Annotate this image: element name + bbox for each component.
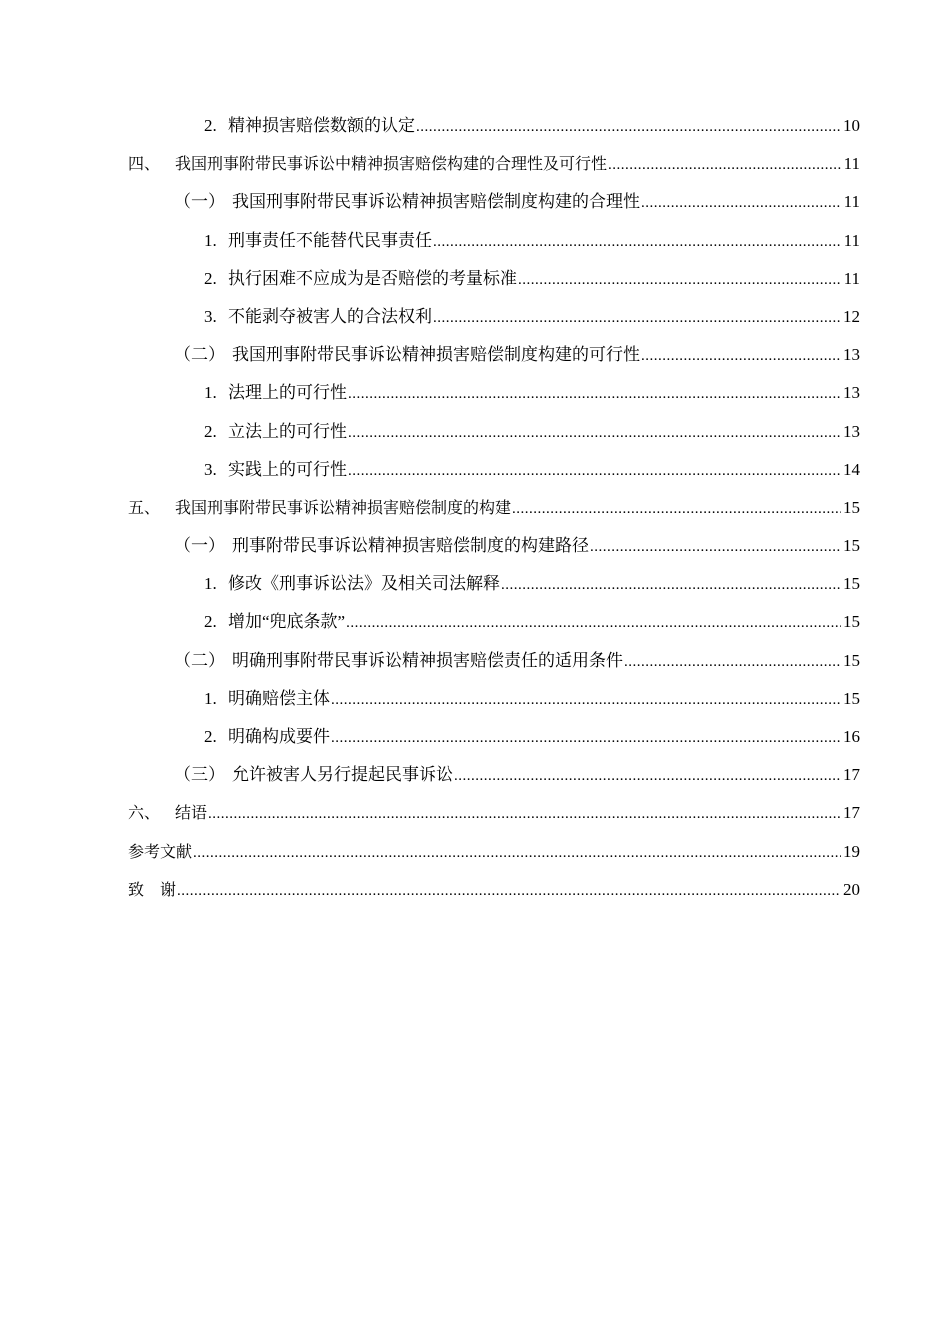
toc-page-number: 13 (843, 383, 860, 403)
toc-entry[interactable] (128, 572, 860, 610)
toc-entry[interactable] (128, 496, 860, 534)
toc-title: 我国刑事附带民事诉讼精神损害赔偿制度构建的合理性 (232, 192, 640, 212)
toc-number: 1. (204, 574, 217, 594)
toc-page-number: 17 (843, 803, 860, 823)
toc-entry[interactable] (128, 534, 860, 572)
toc-number: 2. (204, 421, 217, 441)
toc-number: 2. (204, 268, 217, 288)
toc-title: 增加“兜底条款” (228, 612, 346, 632)
toc-page-number: 13 (843, 345, 860, 365)
toc-page-number: 20 (843, 879, 860, 899)
toc-number: 3. (204, 306, 217, 326)
toc-title: 明确构成要件 (228, 727, 330, 746)
dot-leader (433, 306, 841, 330)
toc-number: 2. (204, 116, 217, 135)
toc-number: 2. (204, 612, 217, 632)
dot-leader (624, 650, 841, 674)
toc-entry[interactable] (128, 725, 860, 763)
toc-entry[interactable] (128, 420, 860, 458)
toc-number: （二） (174, 345, 225, 365)
toc-number: 四、 (128, 154, 161, 174)
toc-page-number: 14 (843, 459, 860, 479)
table-of-contents (128, 114, 860, 916)
toc-title: 明确赔偿主体 (228, 688, 330, 708)
dot-leader (331, 688, 841, 712)
toc-page-number: 10 (843, 116, 860, 135)
dot-leader (641, 344, 841, 368)
toc-entry[interactable] (128, 114, 860, 152)
toc-title: 法理上的可行性 (228, 383, 347, 403)
toc-number: 2. (204, 727, 217, 746)
dot-leader (193, 841, 841, 865)
toc-title: 允许被害人另行提起民事诉讼 (232, 765, 453, 785)
toc-title: 实践上的可行性 (228, 459, 347, 479)
toc-page-number: 11 (843, 192, 860, 212)
dot-leader (590, 535, 841, 559)
toc-page-number: 16 (843, 727, 860, 746)
toc-title: 精神损害赔偿数额的认定 (228, 116, 415, 135)
dot-leader (501, 573, 841, 597)
toc-entry[interactable] (128, 878, 860, 916)
dot-leader (348, 459, 841, 483)
toc-number: 1. (204, 383, 217, 403)
toc-number: 1. (204, 688, 217, 708)
toc-title: 不能剥夺被害人的合法权利 (228, 306, 432, 326)
toc-entry[interactable] (128, 305, 860, 343)
toc-entry[interactable] (128, 840, 860, 878)
toc-page-number: 13 (843, 421, 860, 441)
dot-leader (348, 421, 841, 445)
toc-page-number: 15 (843, 536, 860, 556)
toc-entry[interactable] (128, 229, 860, 267)
toc-title: 结语 (175, 803, 208, 823)
toc-title: 刑事责任不能替代民事责任 (228, 230, 432, 250)
toc-page-number: 11 (843, 154, 860, 174)
toc-title: 参考文献 (128, 841, 193, 861)
toc-page-number: 11 (843, 268, 860, 288)
toc-page-number: 11 (843, 230, 860, 250)
toc-page-number: 15 (843, 497, 860, 517)
dot-leader (416, 115, 841, 139)
dot-leader (433, 230, 841, 254)
toc-entry[interactable] (128, 687, 860, 725)
dot-leader (641, 191, 841, 215)
dot-leader (331, 726, 841, 750)
toc-number: 五、 (128, 497, 161, 517)
toc-title: 我国刑事附带民事诉讼中精神损害赔偿构建的合理性及可行性 (175, 154, 608, 174)
dot-leader (454, 764, 841, 788)
toc-page-number: 12 (843, 306, 860, 326)
dot-leader (208, 802, 841, 826)
toc-page-number: 15 (843, 688, 860, 708)
toc-entry[interactable] (128, 801, 860, 839)
toc-page-number: 19 (843, 841, 860, 861)
dot-leader (177, 879, 841, 903)
toc-number: （二） (174, 650, 225, 670)
toc-entry[interactable] (128, 763, 860, 801)
toc-title: 明确刑事附带民事诉讼精神损害赔偿责任的适用条件 (232, 650, 623, 670)
toc-entry[interactable] (128, 343, 860, 381)
dot-leader (346, 611, 841, 635)
toc-title: 我国刑事附带民事诉讼精神损害赔偿制度的构建 (175, 497, 512, 517)
toc-entry[interactable] (128, 190, 860, 228)
toc-title: 修改《刑事诉讼法》及相关司法解释 (228, 574, 500, 594)
toc-page-number: 17 (843, 765, 860, 785)
toc-entry[interactable] (128, 458, 860, 496)
toc-number: （一） (174, 192, 225, 212)
toc-entry[interactable] (128, 152, 860, 190)
toc-entry[interactable] (128, 267, 860, 305)
toc-number: 3. (204, 459, 217, 479)
toc-number: 六、 (128, 803, 161, 823)
dot-leader (608, 153, 841, 177)
toc-entry[interactable] (128, 610, 860, 648)
toc-number: 1. (204, 230, 217, 250)
toc-entry[interactable] (128, 649, 860, 687)
toc-title: 刑事附带民事诉讼精神损害赔偿制度的构建路径 (232, 536, 589, 556)
toc-title: 立法上的可行性 (228, 421, 347, 441)
toc-title: 执行困难不应成为是否赔偿的考量标准 (228, 268, 517, 288)
toc-title: 致 谢 (128, 879, 177, 899)
toc-page-number: 15 (843, 574, 860, 594)
toc-title: 我国刑事附带民事诉讼精神损害赔偿制度构建的可行性 (232, 345, 640, 365)
toc-entry[interactable] (128, 381, 860, 419)
toc-page-number: 15 (843, 612, 860, 632)
toc-number: （一） (174, 536, 225, 556)
dot-leader (512, 497, 841, 521)
toc-page-number: 15 (843, 650, 860, 670)
toc-number: （三） (174, 765, 225, 785)
dot-leader (518, 268, 841, 292)
dot-leader (348, 382, 841, 406)
